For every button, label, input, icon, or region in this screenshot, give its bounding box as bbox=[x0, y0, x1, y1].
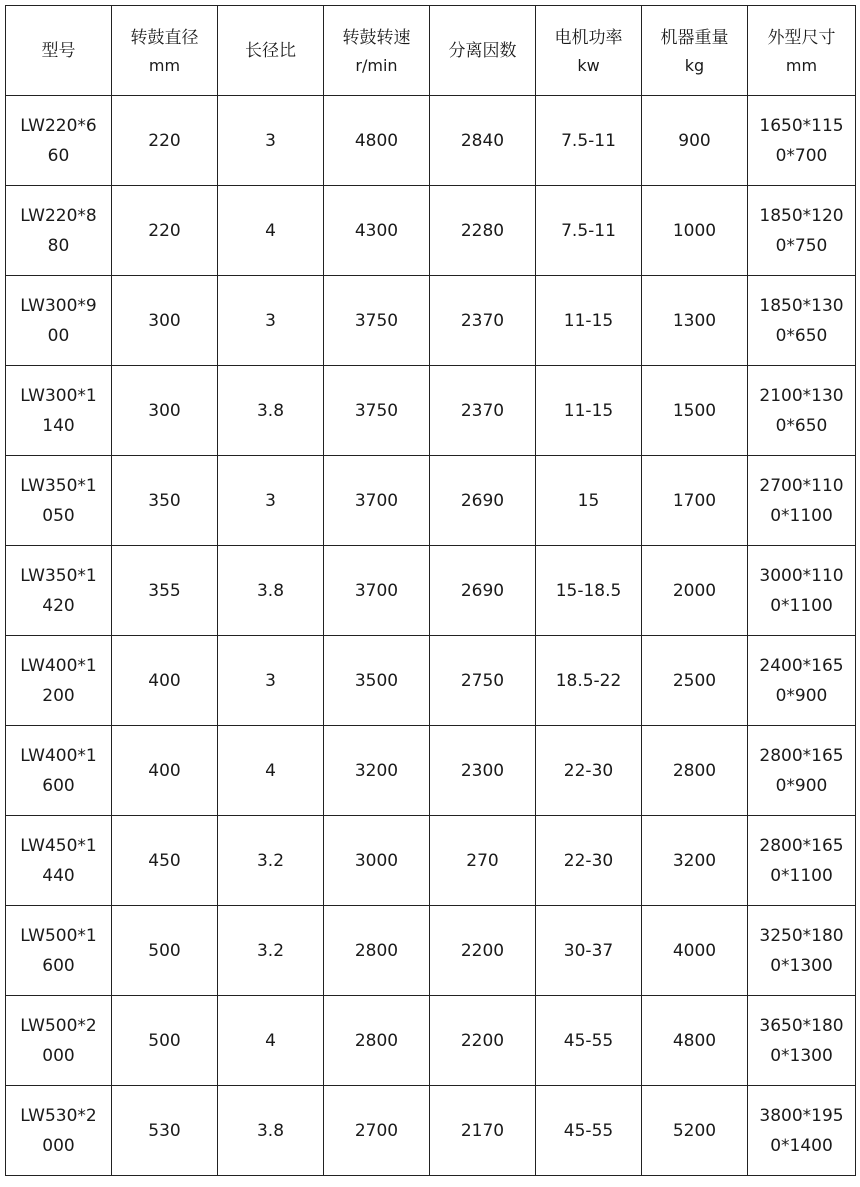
weight-cell-value: 4800 bbox=[672, 1030, 717, 1051]
size-cell-line: 0*1100 bbox=[770, 505, 833, 526]
speed-cell bbox=[324, 186, 430, 276]
diameter-cell bbox=[112, 996, 218, 1086]
diameter-cell-value: 400 bbox=[148, 670, 181, 691]
diameter-cell-value: 355 bbox=[148, 580, 181, 601]
diameter-cell bbox=[112, 186, 218, 276]
factor-cell bbox=[430, 96, 536, 186]
ratio-cell bbox=[218, 996, 324, 1086]
factor-cell bbox=[430, 456, 536, 546]
model-cell-line: 600 bbox=[42, 955, 75, 976]
power-cell bbox=[536, 186, 642, 276]
header-label: 转鼓转速 bbox=[342, 27, 411, 48]
size-cell bbox=[748, 726, 856, 816]
table-row bbox=[6, 816, 856, 906]
size-cell bbox=[748, 96, 856, 186]
size-cell-line: 1850*120 bbox=[759, 205, 844, 226]
factor-cell bbox=[430, 816, 536, 906]
ratio-cell-value: 3 bbox=[265, 670, 276, 691]
weight-cell-value: 2800 bbox=[672, 760, 717, 781]
diameter-cell-value: 530 bbox=[148, 1120, 181, 1141]
power-cell-value: 7.5-11 bbox=[561, 130, 616, 151]
speed-cell-value: 4300 bbox=[354, 220, 399, 241]
weight-cell bbox=[642, 1086, 748, 1176]
power-cell-value: 11-15 bbox=[563, 310, 614, 331]
model-cell-line: LW220*6 bbox=[20, 115, 97, 136]
ratio-cell bbox=[218, 186, 324, 276]
diameter-cell-value: 300 bbox=[148, 310, 181, 331]
power-cell bbox=[536, 816, 642, 906]
table-row bbox=[6, 906, 856, 996]
ratio-cell bbox=[218, 1086, 324, 1176]
power-cell-value: 30-37 bbox=[563, 940, 614, 961]
ratio-cell bbox=[218, 456, 324, 546]
speed-cell-value: 4800 bbox=[354, 130, 399, 151]
weight-cell-value: 1000 bbox=[672, 220, 717, 241]
model-cell-line: LW300*9 bbox=[20, 295, 97, 316]
header-label: 外型尺寸 bbox=[767, 27, 836, 48]
factor-cell bbox=[430, 906, 536, 996]
table-row bbox=[6, 546, 856, 636]
model-cell bbox=[6, 366, 112, 456]
size-cell-line: 0*700 bbox=[775, 145, 828, 166]
speed-cell bbox=[324, 366, 430, 456]
table-row bbox=[6, 366, 856, 456]
model-cell-line: LW400*1 bbox=[20, 745, 97, 766]
ratio-cell-value: 3 bbox=[265, 130, 276, 151]
model-cell-line: LW400*1 bbox=[20, 655, 97, 676]
header-label: 长径比 bbox=[245, 40, 296, 61]
speed-cell bbox=[324, 996, 430, 1086]
model-cell-line: 200 bbox=[42, 685, 75, 706]
model-cell bbox=[6, 96, 112, 186]
speed-cell bbox=[324, 726, 430, 816]
power-cell bbox=[536, 276, 642, 366]
power-cell bbox=[536, 366, 642, 456]
model-cell-line: LW530*2 bbox=[20, 1105, 97, 1126]
size-cell-line: 0*750 bbox=[775, 235, 828, 256]
factor-cell-value: 2200 bbox=[460, 1030, 505, 1051]
model-cell bbox=[6, 906, 112, 996]
diameter-cell-value: 220 bbox=[148, 130, 181, 151]
model-cell bbox=[6, 276, 112, 366]
weight-cell-value: 3200 bbox=[672, 850, 717, 871]
model-cell bbox=[6, 816, 112, 906]
factor-cell-value: 2200 bbox=[460, 940, 505, 961]
ratio-cell bbox=[218, 636, 324, 726]
factor-cell bbox=[430, 186, 536, 276]
size-cell-line: 2400*165 bbox=[759, 655, 844, 676]
diameter-cell bbox=[112, 1086, 218, 1176]
size-cell-line: 0*1300 bbox=[770, 955, 833, 976]
ratio-cell bbox=[218, 546, 324, 636]
ratio-cell bbox=[218, 366, 324, 456]
size-cell-line: 0*900 bbox=[775, 685, 828, 706]
diameter-cell-value: 300 bbox=[148, 400, 181, 421]
factor-cell bbox=[430, 276, 536, 366]
size-cell-line: 3650*180 bbox=[759, 1015, 844, 1036]
size-cell-line: 0*650 bbox=[775, 415, 828, 436]
ratio-cell-value: 4 bbox=[265, 760, 276, 781]
weight-cell bbox=[642, 636, 748, 726]
speed-cell bbox=[324, 906, 430, 996]
weight-cell-value: 2000 bbox=[672, 580, 717, 601]
factor-cell-value: 2750 bbox=[460, 670, 505, 691]
diameter-cell bbox=[112, 816, 218, 906]
factor-cell bbox=[430, 996, 536, 1086]
header-label: 机器重量 bbox=[660, 27, 729, 48]
spec-table bbox=[5, 5, 856, 1176]
header-label: 转鼓直径 bbox=[130, 27, 199, 48]
ratio-cell-value: 3 bbox=[265, 490, 276, 511]
factor-cell bbox=[430, 366, 536, 456]
header-cell bbox=[748, 6, 856, 96]
table-row bbox=[6, 276, 856, 366]
power-cell-value: 22-30 bbox=[563, 850, 614, 871]
model-cell bbox=[6, 636, 112, 726]
speed-cell-value: 2700 bbox=[354, 1120, 399, 1141]
factor-cell-value: 2690 bbox=[460, 580, 505, 601]
table-row bbox=[6, 996, 856, 1086]
table-row bbox=[6, 1086, 856, 1176]
speed-cell bbox=[324, 96, 430, 186]
weight-cell-value: 900 bbox=[678, 130, 711, 151]
model-cell bbox=[6, 456, 112, 546]
size-cell-line: 0*1300 bbox=[770, 1045, 833, 1066]
diameter-cell bbox=[112, 456, 218, 546]
spec-sheet bbox=[5, 5, 856, 1176]
ratio-cell-value: 4 bbox=[265, 220, 276, 241]
model-cell-line: LW500*1 bbox=[20, 925, 97, 946]
size-cell-line: 2100*130 bbox=[759, 385, 844, 406]
table-row bbox=[6, 636, 856, 726]
model-cell-line: 00 bbox=[47, 325, 70, 346]
diameter-cell bbox=[112, 546, 218, 636]
size-cell-line: 3250*180 bbox=[759, 925, 844, 946]
factor-cell-value: 2280 bbox=[460, 220, 505, 241]
model-cell-line: 000 bbox=[42, 1135, 75, 1156]
model-cell-line: 600 bbox=[42, 775, 75, 796]
speed-cell bbox=[324, 636, 430, 726]
power-cell-value: 15-18.5 bbox=[555, 580, 622, 601]
factor-cell-value: 2690 bbox=[460, 490, 505, 511]
power-cell-value: 11-15 bbox=[563, 400, 614, 421]
power-cell-value: 18.5-22 bbox=[555, 670, 622, 691]
header-unit: mm bbox=[785, 55, 818, 75]
speed-cell bbox=[324, 816, 430, 906]
header-row bbox=[6, 6, 856, 96]
weight-cell bbox=[642, 726, 748, 816]
speed-cell-value: 3200 bbox=[354, 760, 399, 781]
header-cell bbox=[430, 6, 536, 96]
size-cell-line: 1650*115 bbox=[759, 115, 844, 136]
weight-cell bbox=[642, 546, 748, 636]
ratio-cell-value: 4 bbox=[265, 1030, 276, 1051]
ratio-cell bbox=[218, 96, 324, 186]
ratio-cell bbox=[218, 816, 324, 906]
diameter-cell bbox=[112, 366, 218, 456]
ratio-cell bbox=[218, 726, 324, 816]
speed-cell-value: 3500 bbox=[354, 670, 399, 691]
ratio-cell-value: 3.8 bbox=[256, 1120, 285, 1141]
power-cell bbox=[536, 996, 642, 1086]
factor-cell-value: 2370 bbox=[460, 400, 505, 421]
size-cell-line: 2700*110 bbox=[759, 475, 844, 496]
table-row bbox=[6, 96, 856, 186]
header-cell bbox=[6, 6, 112, 96]
ratio-cell-value: 3.2 bbox=[256, 850, 285, 871]
header-unit: mm bbox=[148, 55, 181, 75]
header-cell bbox=[218, 6, 324, 96]
speed-cell bbox=[324, 546, 430, 636]
size-cell bbox=[748, 636, 856, 726]
factor-cell-value: 2840 bbox=[460, 130, 505, 151]
diameter-cell bbox=[112, 636, 218, 726]
power-cell bbox=[536, 456, 642, 546]
speed-cell bbox=[324, 1086, 430, 1176]
size-cell-line: 0*650 bbox=[775, 325, 828, 346]
weight-cell bbox=[642, 276, 748, 366]
size-cell-line: 3800*195 bbox=[759, 1105, 844, 1126]
size-cell-line: 0*1100 bbox=[770, 595, 833, 616]
header-cell bbox=[324, 6, 430, 96]
ratio-cell-value: 3.2 bbox=[256, 940, 285, 961]
header-unit: kg bbox=[684, 55, 705, 75]
speed-cell-value: 3000 bbox=[354, 850, 399, 871]
header-cell bbox=[112, 6, 218, 96]
model-cell-line: 000 bbox=[42, 1045, 75, 1066]
weight-cell-value: 2500 bbox=[672, 670, 717, 691]
header-label: 分离因数 bbox=[448, 40, 517, 61]
size-cell-line: 2800*165 bbox=[759, 835, 844, 856]
weight-cell bbox=[642, 816, 748, 906]
diameter-cell bbox=[112, 276, 218, 366]
weight-cell-value: 1700 bbox=[672, 490, 717, 511]
power-cell-value: 22-30 bbox=[563, 760, 614, 781]
size-cell-line: 0*1400 bbox=[770, 1135, 833, 1156]
model-cell-line: LW350*1 bbox=[20, 565, 97, 586]
weight-cell-value: 5200 bbox=[672, 1120, 717, 1141]
model-cell-line: 420 bbox=[42, 595, 75, 616]
power-cell bbox=[536, 96, 642, 186]
ratio-cell-value: 3.8 bbox=[256, 580, 285, 601]
factor-cell-value: 270 bbox=[466, 850, 499, 871]
model-cell-line: 140 bbox=[42, 415, 75, 436]
diameter-cell-value: 500 bbox=[148, 1030, 181, 1051]
model-cell-line: 440 bbox=[42, 865, 75, 886]
diameter-cell bbox=[112, 726, 218, 816]
size-cell bbox=[748, 996, 856, 1086]
header-unit: r/min bbox=[355, 55, 398, 75]
header-label: 型号 bbox=[41, 40, 76, 61]
weight-cell-value: 4000 bbox=[672, 940, 717, 961]
size-cell-line: 0*1100 bbox=[770, 865, 833, 886]
speed-cell-value: 3700 bbox=[354, 580, 399, 601]
diameter-cell-value: 220 bbox=[148, 220, 181, 241]
model-cell-line: LW300*1 bbox=[20, 385, 97, 406]
factor-cell bbox=[430, 636, 536, 726]
weight-cell bbox=[642, 456, 748, 546]
size-cell bbox=[748, 366, 856, 456]
model-cell-line: 050 bbox=[42, 505, 75, 526]
model-cell-line: LW350*1 bbox=[20, 475, 97, 496]
weight-cell-value: 1300 bbox=[672, 310, 717, 331]
model-cell-line: LW220*8 bbox=[20, 205, 97, 226]
weight-cell bbox=[642, 906, 748, 996]
diameter-cell-value: 350 bbox=[148, 490, 181, 511]
size-cell bbox=[748, 456, 856, 546]
model-cell-line: 80 bbox=[47, 235, 70, 256]
diameter-cell bbox=[112, 96, 218, 186]
speed-cell-value: 2800 bbox=[354, 940, 399, 961]
size-cell-line: 3000*110 bbox=[759, 565, 844, 586]
table-row bbox=[6, 186, 856, 276]
power-cell-value: 7.5-11 bbox=[561, 220, 616, 241]
model-cell-line: 60 bbox=[47, 145, 70, 166]
factor-cell-value: 2370 bbox=[460, 310, 505, 331]
model-cell-line: LW500*2 bbox=[20, 1015, 97, 1036]
diameter-cell-value: 500 bbox=[148, 940, 181, 961]
header-cell bbox=[642, 6, 748, 96]
power-cell-value: 15 bbox=[577, 490, 600, 511]
diameter-cell bbox=[112, 906, 218, 996]
speed-cell-value: 3700 bbox=[354, 490, 399, 511]
factor-cell-value: 2300 bbox=[460, 760, 505, 781]
factor-cell bbox=[430, 726, 536, 816]
weight-cell bbox=[642, 366, 748, 456]
power-cell bbox=[536, 636, 642, 726]
model-cell bbox=[6, 726, 112, 816]
size-cell-line: 0*900 bbox=[775, 775, 828, 796]
size-cell bbox=[748, 546, 856, 636]
factor-cell bbox=[430, 1086, 536, 1176]
header-unit: kw bbox=[577, 55, 600, 75]
model-cell bbox=[6, 546, 112, 636]
size-cell bbox=[748, 186, 856, 276]
speed-cell bbox=[324, 456, 430, 546]
table-row bbox=[6, 456, 856, 546]
power-cell-value: 45-55 bbox=[563, 1030, 614, 1051]
table-body bbox=[6, 96, 856, 1176]
ratio-cell-value: 3.8 bbox=[256, 400, 285, 421]
diameter-cell-value: 450 bbox=[148, 850, 181, 871]
weight-cell bbox=[642, 996, 748, 1086]
power-cell bbox=[536, 726, 642, 816]
header-cell bbox=[536, 6, 642, 96]
size-cell bbox=[748, 906, 856, 996]
diameter-cell-value: 400 bbox=[148, 760, 181, 781]
model-cell-line: LW450*1 bbox=[20, 835, 97, 856]
size-cell bbox=[748, 1086, 856, 1176]
weight-cell bbox=[642, 96, 748, 186]
ratio-cell bbox=[218, 276, 324, 366]
size-cell-line: 2800*165 bbox=[759, 745, 844, 766]
power-cell bbox=[536, 906, 642, 996]
speed-cell-value: 2800 bbox=[354, 1030, 399, 1051]
factor-cell-value: 2170 bbox=[460, 1120, 505, 1141]
power-cell-value: 45-55 bbox=[563, 1120, 614, 1141]
table-row bbox=[6, 726, 856, 816]
model-cell bbox=[6, 186, 112, 276]
model-cell bbox=[6, 996, 112, 1086]
weight-cell bbox=[642, 186, 748, 276]
size-cell bbox=[748, 816, 856, 906]
header-label: 电机功率 bbox=[554, 27, 623, 48]
speed-cell bbox=[324, 276, 430, 366]
power-cell bbox=[536, 546, 642, 636]
factor-cell bbox=[430, 546, 536, 636]
ratio-cell-value: 3 bbox=[265, 310, 276, 331]
power-cell bbox=[536, 1086, 642, 1176]
ratio-cell bbox=[218, 906, 324, 996]
speed-cell-value: 3750 bbox=[354, 400, 399, 421]
weight-cell-value: 1500 bbox=[672, 400, 717, 421]
model-cell bbox=[6, 1086, 112, 1176]
size-cell-line: 1850*130 bbox=[759, 295, 844, 316]
speed-cell-value: 3750 bbox=[354, 310, 399, 331]
size-cell bbox=[748, 276, 856, 366]
